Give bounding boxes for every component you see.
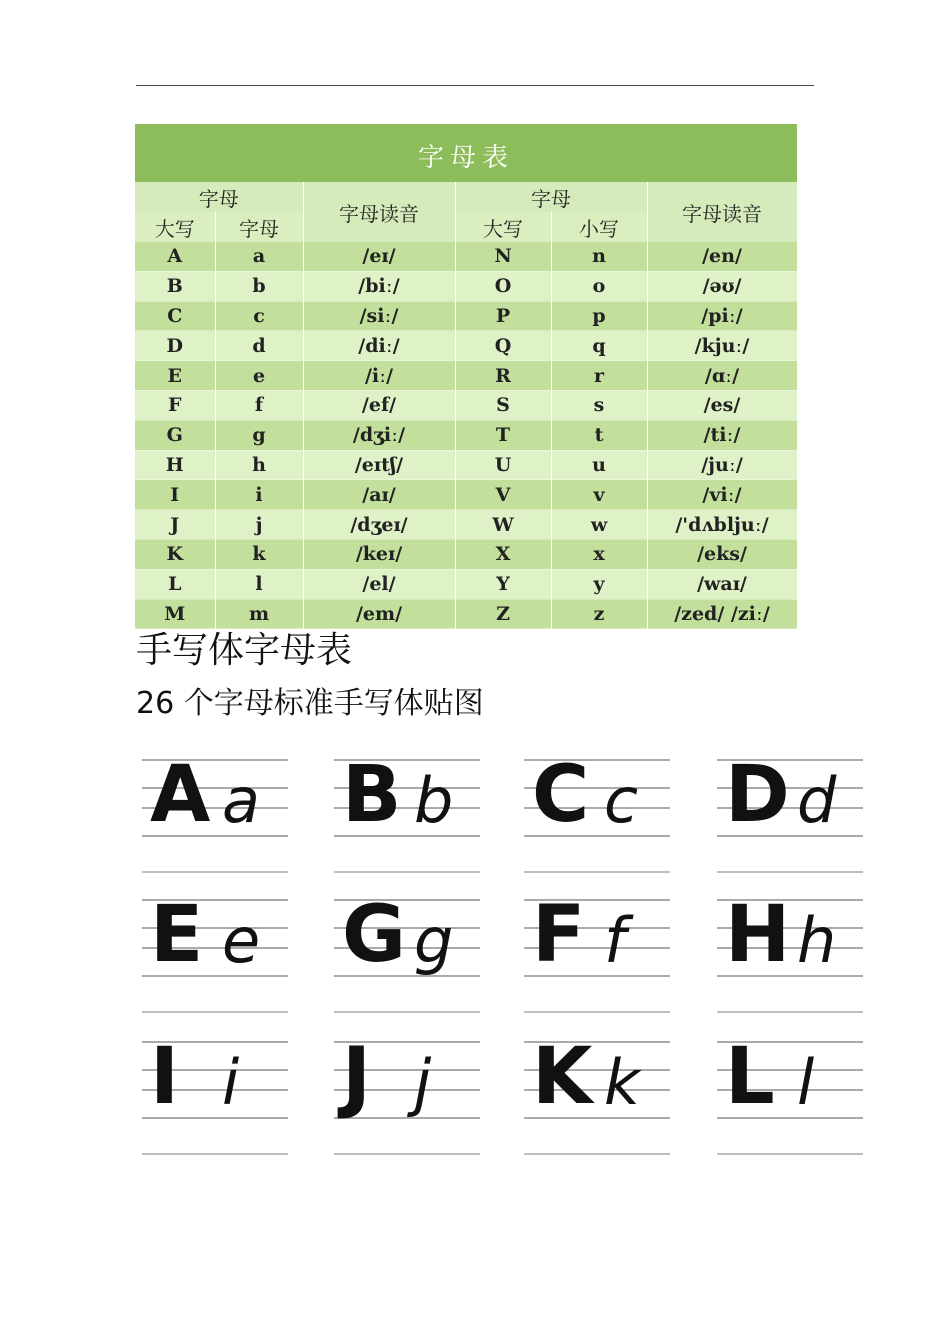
upper-letter: Q [455,331,551,361]
lower-letter: b [215,271,303,301]
lower-letter: x [551,539,647,569]
upper-letter: W [455,510,551,540]
lowercase-glyph: b [414,764,454,837]
uppercase-glyph: H [725,890,789,980]
table-title: 字母表 [135,124,797,182]
lower-letter: l [215,569,303,599]
pronunciation: /eks/ [647,539,797,569]
upper-letter: H [135,450,215,480]
table-body [135,242,797,629]
lower-letter: d [215,331,303,361]
lowercase-glyph: g [414,904,454,977]
upper-letter: C [135,301,215,331]
upper-letter: N [455,242,551,271]
upper-letter: R [455,361,551,391]
upper-letter: K [135,539,215,569]
upper-letter: Z [455,599,551,629]
lower-letter: g [215,420,303,450]
handwriting-grid [140,750,865,1170]
lower-letter: f [215,390,303,420]
handwriting-cell [140,750,288,870]
upper-letter: L [135,569,215,599]
uppercase-glyph: D [725,750,788,840]
lower-letter: n [551,242,647,271]
lowercase-glyph: e [222,904,261,977]
upper-letter: F [135,390,215,420]
handwriting-cell [522,750,670,870]
upper-letter: I [135,480,215,510]
uppercase-glyph: E [150,890,202,980]
handwriting-cell [332,1032,480,1152]
pron-header-right: 字母读音 [647,182,797,242]
uppercase-glyph: F [532,890,584,980]
pronunciation: /siː/ [303,301,455,331]
lower-letter: k [215,539,303,569]
lower-header-right: 小写 [551,212,647,242]
pronunciation: /dʒiː/ [303,420,455,450]
upper-letter: Y [455,569,551,599]
lowercase-glyph: l [797,1046,815,1119]
handwriting-cell [140,890,288,1010]
pronunciation: /tiː/ [647,420,797,450]
upper-letter: G [135,420,215,450]
group-header-left: 字母 [135,182,303,212]
table-row [135,510,797,540]
lower-letter: u [551,450,647,480]
table-row [135,390,797,420]
pronunciation: /en/ [647,242,797,271]
upper-letter: E [135,361,215,391]
lower-letter: a [215,242,303,271]
pronunciation: /piː/ [647,301,797,331]
pronunciation: /ɑː/ [647,361,797,391]
pronunciation: /diː/ [303,331,455,361]
lower-letter: h [215,450,303,480]
upper-letter: B [135,271,215,301]
handwriting-heading: 手写体字母表 [136,630,353,671]
lower-letter: t [551,420,647,450]
lowercase-glyph: f [604,904,626,977]
pronunciation: /'dʌbljuː/ [647,510,797,540]
lower-letter: z [551,599,647,629]
pronunciation: /eɪ/ [303,242,455,271]
handwriting-cell [522,1032,670,1152]
upper-letter: M [135,599,215,629]
upper-letter: X [455,539,551,569]
pronunciation: /em/ [303,599,455,629]
lower-letter: q [551,331,647,361]
upper-letter: P [455,301,551,331]
table-row [135,271,797,301]
handwriting-cell [332,750,480,870]
upper-letter: U [455,450,551,480]
handwriting-cell [715,750,863,870]
table-row [135,569,797,599]
group-header-right: 字母 [455,182,647,212]
lower-letter: c [215,301,303,331]
upper-letter: J [135,510,215,540]
handwriting-cell [332,890,480,1010]
lowercase-glyph: j [414,1046,432,1119]
pronunciation: /keɪ/ [303,539,455,569]
pronunciation: /kjuː/ [647,331,797,361]
lower-letter: v [551,480,647,510]
table-row [135,480,797,510]
upper-letter: D [135,331,215,361]
alphabet-table [135,124,797,625]
lowercase-glyph: i [222,1046,240,1119]
uppercase-glyph: C [532,750,588,840]
lower-letter: r [551,361,647,391]
lowercase-glyph: k [604,1046,640,1119]
lower-letter: m [215,599,303,629]
table-row [135,450,797,480]
handwriting-subheading: 26 个字母标准手写体贴图 [136,686,484,721]
upper-letter: T [455,420,551,450]
lower-letter: j [215,510,303,540]
handwriting-cell [522,890,670,1010]
table-row [135,301,797,331]
pronunciation: /iː/ [303,361,455,391]
upper-letter: V [455,480,551,510]
uppercase-glyph: J [342,1032,370,1122]
lower-letter: w [551,510,647,540]
pronunciation: /es/ [647,390,797,420]
lowercase-glyph: c [604,764,639,837]
pronunciation: /dʒeɪ/ [303,510,455,540]
pronunciation: /juː/ [647,450,797,480]
lower-letter: s [551,390,647,420]
lower-letter: y [551,569,647,599]
lowercase-glyph: d [797,764,837,837]
table-row [135,242,797,271]
uppercase-glyph: L [725,1032,773,1122]
upper-letter: A [135,242,215,271]
upper-header-left: 大写 [135,212,215,242]
lowercase-glyph: a [222,764,260,837]
handwriting-cell [715,890,863,1010]
pronunciation: /waɪ/ [647,569,797,599]
pron-header-left: 字母读音 [303,182,455,242]
lower-letter: e [215,361,303,391]
lower-letter: o [551,271,647,301]
uppercase-glyph: G [342,890,405,980]
table-row [135,420,797,450]
lower-letter: i [215,480,303,510]
header-rule [136,85,814,86]
table-row [135,539,797,569]
uppercase-glyph: B [342,750,400,840]
uppercase-glyph: I [150,1032,178,1122]
upper-header-right: 大写 [455,212,551,242]
lower-letter: p [551,301,647,331]
pronunciation: /biː/ [303,271,455,301]
alphabet-grid [135,182,798,629]
handwriting-cell [140,1032,288,1152]
uppercase-glyph: K [532,1032,591,1122]
table-row [135,331,797,361]
handwriting-cell [715,1032,863,1152]
pronunciation: /aɪ/ [303,480,455,510]
pronunciation: /ef/ [303,390,455,420]
upper-letter: O [455,271,551,301]
upper-letter: S [455,390,551,420]
lower-header-left: 字母 [215,212,303,242]
lowercase-glyph: h [797,904,837,977]
pronunciation: /eɪtʃ/ [303,450,455,480]
pronunciation: /zed/ /ziː/ [647,599,797,629]
pronunciation: /əʊ/ [647,271,797,301]
pronunciation: /viː/ [647,480,797,510]
pronunciation: /el/ [303,569,455,599]
uppercase-glyph: A [150,750,209,840]
table-row [135,361,797,391]
